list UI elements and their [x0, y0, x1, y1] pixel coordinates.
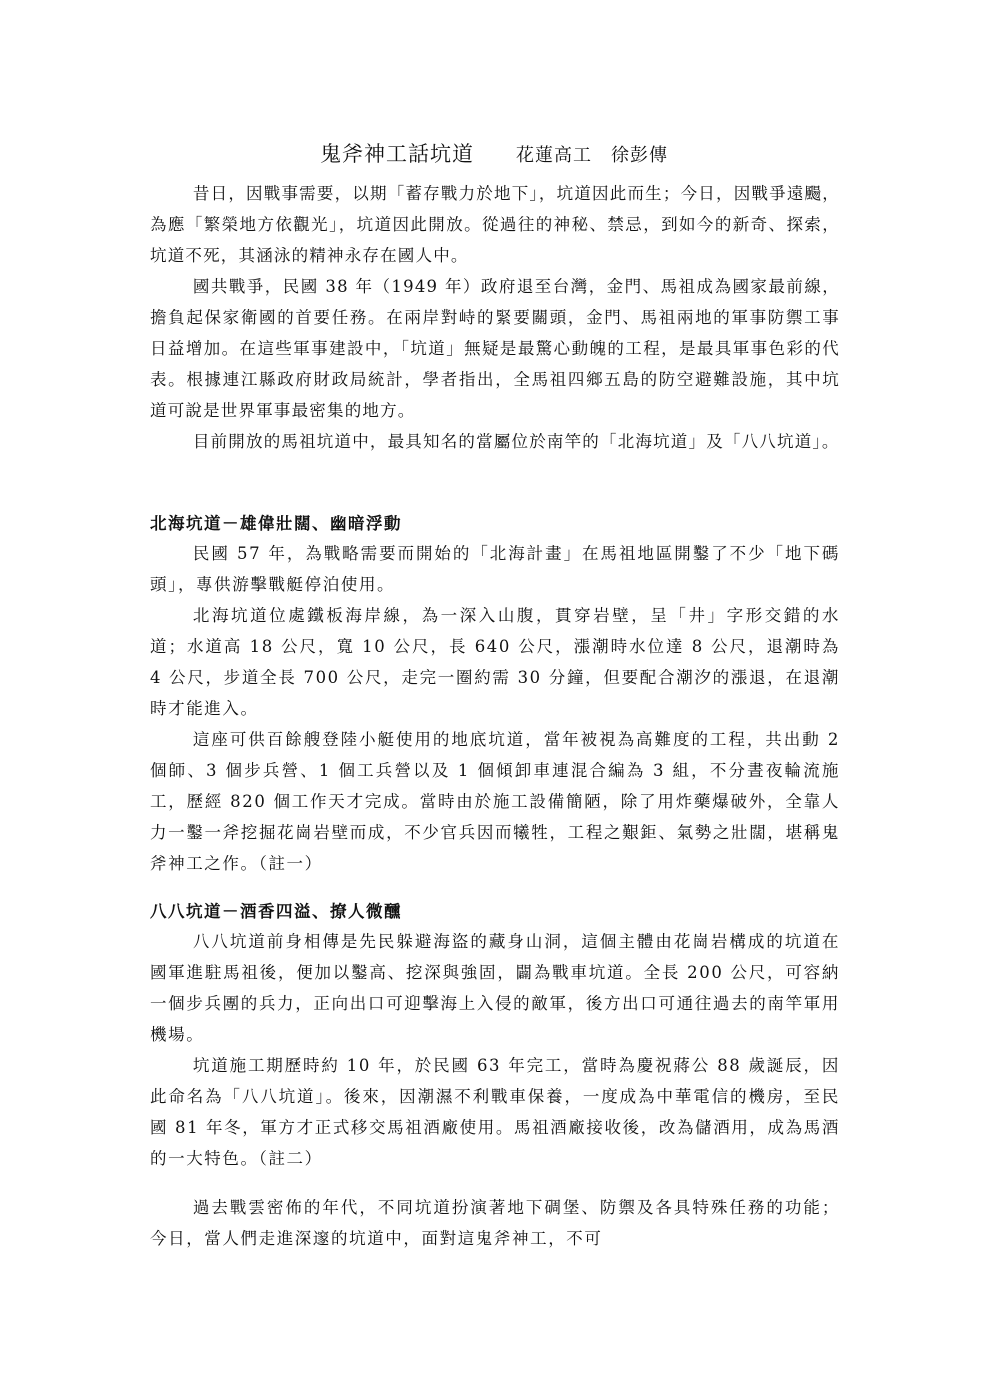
intro-paragraph-3: 目前開放的馬祖坑道中，最具知名的當屬位於南竿的「北海坑道」及「八八坑道」。	[192, 432, 840, 451]
section-baba-body	[150, 926, 840, 1174]
section-baba-paragraph-2: 坑道施工期歷時約 10 年，於民國 63 年完工，當時為慶祝蔣公 88 歲誕辰，因此命名為「八八坑道」。後來，因潮濕不利戰車保養，一度成為中華電信的機房，至民國 81 年冬，軍方才正式移交馬祖酒廠使用。馬祖酒廠接收後，改為儲酒用，成為馬酒的一大特色。（註二）	[150, 1056, 840, 1168]
intro-paragraph-2: 國共戰爭，民國 38 年（1949 年）政府退至台灣，金門、馬祖成為國家最前線，擔負起保家衛國的首要任務。在兩岸對峙的緊要關頭，金門、馬祖兩地的軍事防禦工事日益增加。在這些軍事建設中，「坑道」無疑是最驚心動魄的工程，是最具軍事色彩的代表。根據連江縣政府財政局統計，學者指出，全馬祖四鄉五島的防空避難設施，其中坑道可說是世界軍事最密集的地方。	[150, 277, 840, 420]
closing-paragraph: 過去戰雲密佈的年代，不同坑道扮演著地下碉堡、防禦及各具特殊任務的功能；今日，當人們走進深邃的坑道中，面對這鬼斧神工，不可	[150, 1198, 840, 1248]
section-beihai-heading: 北海坑道－雄偉壯闊、幽暗浮動	[150, 514, 402, 533]
title-line	[0, 138, 988, 168]
section-baba	[150, 900, 840, 924]
section-beihai-body	[150, 538, 840, 879]
section-beihai-paragraph-3: 這座可供百餘艘登陸小艇使用的地底坑道，當年被視為高難度的工程，共出動 2 個師、3 個步兵營、1 個工兵營以及 1 個傾卸車連混合編為 3 組，不分晝夜輪流施工，歷經 820 個工作天才完成。當時由於施工設備簡陋，除了用炸藥爆破外，全靠人力一鑿一斧挖掘花崗岩壁而成，不少官兵因而犧牲，工程之艱鉅、氣勢之壯闊，堪稱鬼斧神工之作。（註一）	[150, 730, 840, 873]
section-beihai-paragraph-1: 民國 57 年，為戰略需要而開始的「北海計畫」在馬祖地區開鑿了不少「地下碼頭」，專供游擊戰艇停泊使用。	[150, 544, 840, 594]
intro-section	[150, 178, 840, 457]
section-beihai	[150, 512, 840, 536]
closing-section	[150, 1192, 840, 1254]
section-baba-heading: 八八坑道－酒香四溢、撩人微醺	[150, 902, 402, 921]
section-baba-paragraph-1: 八八坑道前身相傳是先民躲避海盜的藏身山洞，這個主體由花崗岩構成的坑道在國軍進駐馬祖後，便加以鑿高、挖深與強固，闢為戰車坑道。全長 200 公尺，可容納一個步兵團的兵力，正向出口可迎擊海上入侵的敵軍，後方出口可通往過去的南竿軍用機場。	[150, 932, 840, 1044]
document-author: 花蓮高工 徐彭傳	[516, 145, 668, 166]
document-title: 鬼斧神工話坑道	[320, 142, 474, 166]
section-beihai-paragraph-2: 北海坑道位處鐵板海岸線，為一深入山腹，貫穿岩壁，呈「井」字形交錯的水道；水道高 18 公尺，寬 10 公尺，長 640 公尺，漲潮時水位達 8 公尺，退潮時為 4 公尺，步道全長 700 公尺，走完一圈約需 30 分鐘，但要配合潮汐的漲退，在退潮時才能進入。	[150, 606, 840, 718]
intro-paragraph-1: 昔日，因戰事需要，以期「蓄存戰力於地下」，坑道因此而生；今日，因戰爭遠颺，為應「繁榮地方依觀光」，坑道因此開放。從過往的神秘、禁忌，到如今的新奇、探索，坑道不死，其涵泳的精神永存在國人中。	[150, 184, 840, 265]
